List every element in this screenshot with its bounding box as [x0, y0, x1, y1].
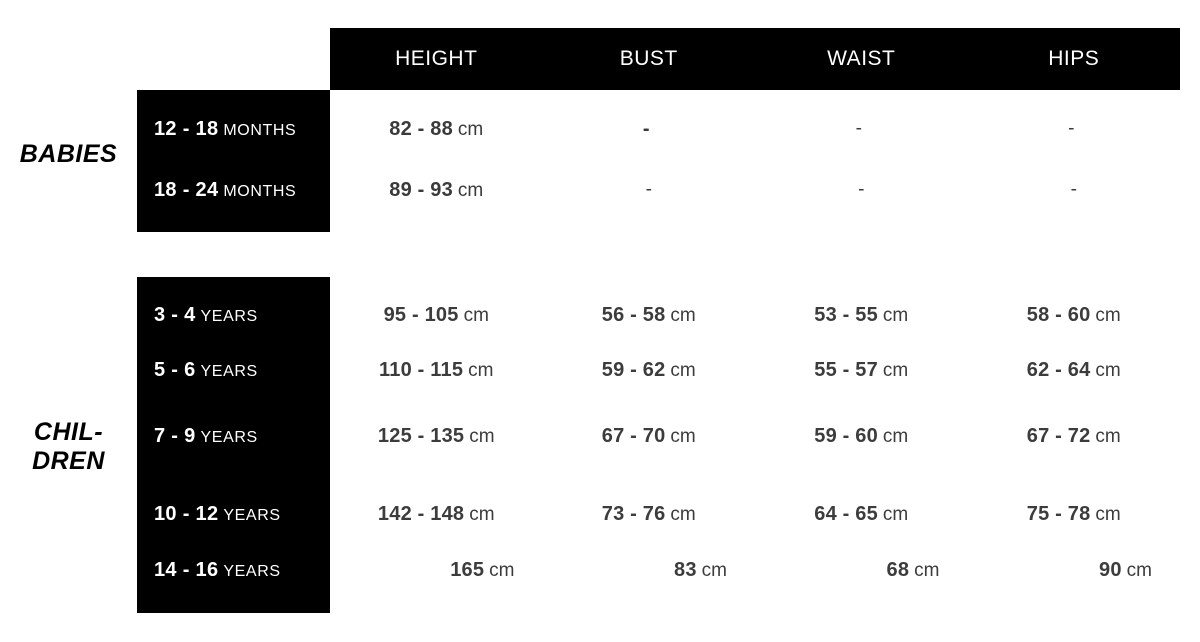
column-header-waist: WAIST — [827, 47, 896, 70]
table-row — [137, 414, 1180, 458]
row-values — [330, 425, 1180, 448]
cell-waist-value: 59 - 60 — [814, 424, 878, 447]
cell-bust — [543, 503, 756, 526]
cell-waist — [755, 559, 968, 582]
row-age-label — [137, 118, 330, 141]
cell-height-unit: cm — [489, 559, 515, 581]
column-header-height: HEIGHT — [395, 47, 478, 70]
cell-bust-value: 56 - 58 — [601, 303, 666, 326]
row-age-label — [137, 425, 330, 448]
cell-hips-unit: cm — [1126, 559, 1152, 581]
group-caption-babies — [0, 140, 137, 169]
cell-hips-value: 75 - 78 — [1026, 502, 1091, 525]
cell-bust — [543, 359, 756, 382]
row-age-number: 14 - 16 — [154, 558, 219, 581]
cell-bust-value: - — [642, 117, 650, 140]
cell-hips-unit: cm — [1095, 304, 1121, 326]
cell-waist — [755, 359, 968, 382]
cell-height-unit: cm — [469, 425, 495, 447]
cell-hips — [968, 304, 1181, 327]
row-age-unit: YEARS — [223, 562, 281, 580]
group-caption-children — [0, 418, 137, 476]
cell-hips-value: - — [1068, 117, 1075, 139]
row-values — [330, 304, 1180, 327]
cell-hips — [968, 559, 1181, 582]
row-age-label — [137, 359, 330, 382]
cell-bust-value: - — [645, 178, 652, 200]
cell-hips — [968, 425, 1181, 448]
row-values — [330, 503, 1180, 526]
cell-height — [330, 503, 543, 526]
column-header-bust: BUST — [619, 47, 678, 70]
cell-waist — [755, 118, 968, 141]
cell-height-value: 89 - 93 — [389, 178, 453, 201]
cell-waist-unit: cm — [914, 559, 940, 581]
cell-height-unit: cm — [457, 118, 484, 140]
row-age-unit: YEARS — [200, 307, 258, 325]
cell-waist-value: - — [855, 117, 862, 139]
cell-waist-value: 55 - 57 — [814, 358, 878, 381]
cell-hips-value: 90 — [1099, 558, 1122, 581]
cell-hips-value: - — [1070, 178, 1077, 200]
table-row — [137, 293, 1180, 337]
cell-bust — [543, 118, 756, 141]
cell-hips — [968, 359, 1181, 382]
row-values — [330, 359, 1180, 382]
cell-hips-unit: cm — [1095, 359, 1121, 381]
cell-waist-unit: cm — [882, 304, 909, 326]
cell-bust — [543, 559, 756, 582]
cell-bust-unit: cm — [701, 559, 727, 581]
cell-height-value: 82 - 88 — [389, 117, 453, 140]
cell-height — [330, 425, 543, 448]
cell-height-value: 125 - 135 — [377, 424, 465, 447]
cell-waist — [755, 425, 968, 448]
group-caption-children-line1: CHIL- — [33, 418, 104, 446]
table-row — [137, 107, 1180, 151]
row-age-unit: MONTHS — [223, 121, 297, 139]
cell-height — [330, 559, 543, 582]
cell-bust-unit: cm — [670, 304, 696, 326]
row-age-unit: YEARS — [200, 362, 258, 380]
cell-height — [330, 118, 543, 141]
cell-height-unit: cm — [457, 179, 484, 201]
row-values — [330, 559, 1180, 582]
cell-height-unit: cm — [468, 359, 494, 381]
row-age-number: 18 - 24 — [154, 178, 219, 201]
row-age-unit: MONTHS — [223, 182, 297, 200]
cell-bust-unit: cm — [670, 503, 696, 525]
cell-waist — [755, 304, 968, 327]
row-age-number: 7 - 9 — [154, 424, 196, 447]
table-row — [137, 492, 1180, 536]
cell-hips-unit: cm — [1095, 503, 1121, 525]
row-values — [330, 179, 1180, 202]
row-age-label — [137, 304, 330, 327]
cell-bust-value: 67 - 70 — [601, 424, 666, 447]
cell-bust — [543, 425, 756, 448]
table-header-row — [330, 28, 1180, 90]
cell-bust-value: 83 — [674, 558, 697, 581]
cell-height-value: 95 - 105 — [383, 303, 459, 326]
row-age-number: 12 - 18 — [154, 117, 219, 140]
cell-waist-unit: cm — [882, 359, 909, 381]
cell-bust — [543, 304, 756, 327]
row-age-label — [137, 559, 330, 582]
cell-hips-value: 58 - 60 — [1026, 303, 1091, 326]
cell-hips — [968, 118, 1181, 141]
cell-height-unit: cm — [469, 503, 495, 525]
cell-waist-value: 68 — [886, 558, 910, 581]
cell-waist-unit: cm — [882, 425, 909, 447]
row-age-number: 3 - 4 — [154, 303, 196, 326]
cell-waist-value: - — [858, 178, 865, 200]
table-row — [137, 348, 1180, 392]
cell-bust — [543, 179, 756, 202]
cell-bust-value: 59 - 62 — [601, 358, 666, 381]
cell-height — [330, 179, 543, 202]
row-age-unit: YEARS — [200, 428, 258, 446]
cell-bust-unit: cm — [670, 425, 696, 447]
cell-waist — [755, 503, 968, 526]
cell-waist-value: 64 - 65 — [814, 502, 878, 525]
table-row — [137, 548, 1180, 592]
cell-height-value: 110 - 115 — [379, 358, 464, 381]
row-age-number: 10 - 12 — [154, 502, 219, 525]
cell-hips-value: 67 - 72 — [1026, 424, 1091, 447]
group-caption-children-line2: DREN — [32, 447, 105, 475]
cell-hips-unit: cm — [1095, 425, 1121, 447]
cell-height-value: 165 — [450, 558, 485, 581]
cell-height-value: 142 - 148 — [377, 502, 465, 525]
cell-waist — [755, 179, 968, 202]
cell-waist-unit: cm — [882, 503, 909, 525]
cell-hips — [968, 179, 1181, 202]
row-values — [330, 118, 1180, 141]
row-age-number: 5 - 6 — [154, 358, 196, 381]
cell-height — [330, 359, 543, 382]
cell-bust-unit: cm — [670, 359, 696, 381]
column-header-hips: HIPS — [1048, 47, 1100, 70]
cell-waist-value: 53 - 55 — [814, 303, 878, 326]
row-age-label — [137, 179, 330, 202]
table-row — [137, 168, 1180, 212]
cell-bust-value: 73 - 76 — [601, 502, 666, 525]
cell-height-unit: cm — [463, 304, 489, 326]
row-age-label — [137, 503, 330, 526]
cell-height — [330, 304, 543, 327]
group-caption-babies-line1: BABIES — [19, 140, 118, 168]
row-age-unit: YEARS — [223, 506, 281, 524]
cell-hips-value: 62 - 64 — [1026, 358, 1091, 381]
cell-hips — [968, 503, 1181, 526]
